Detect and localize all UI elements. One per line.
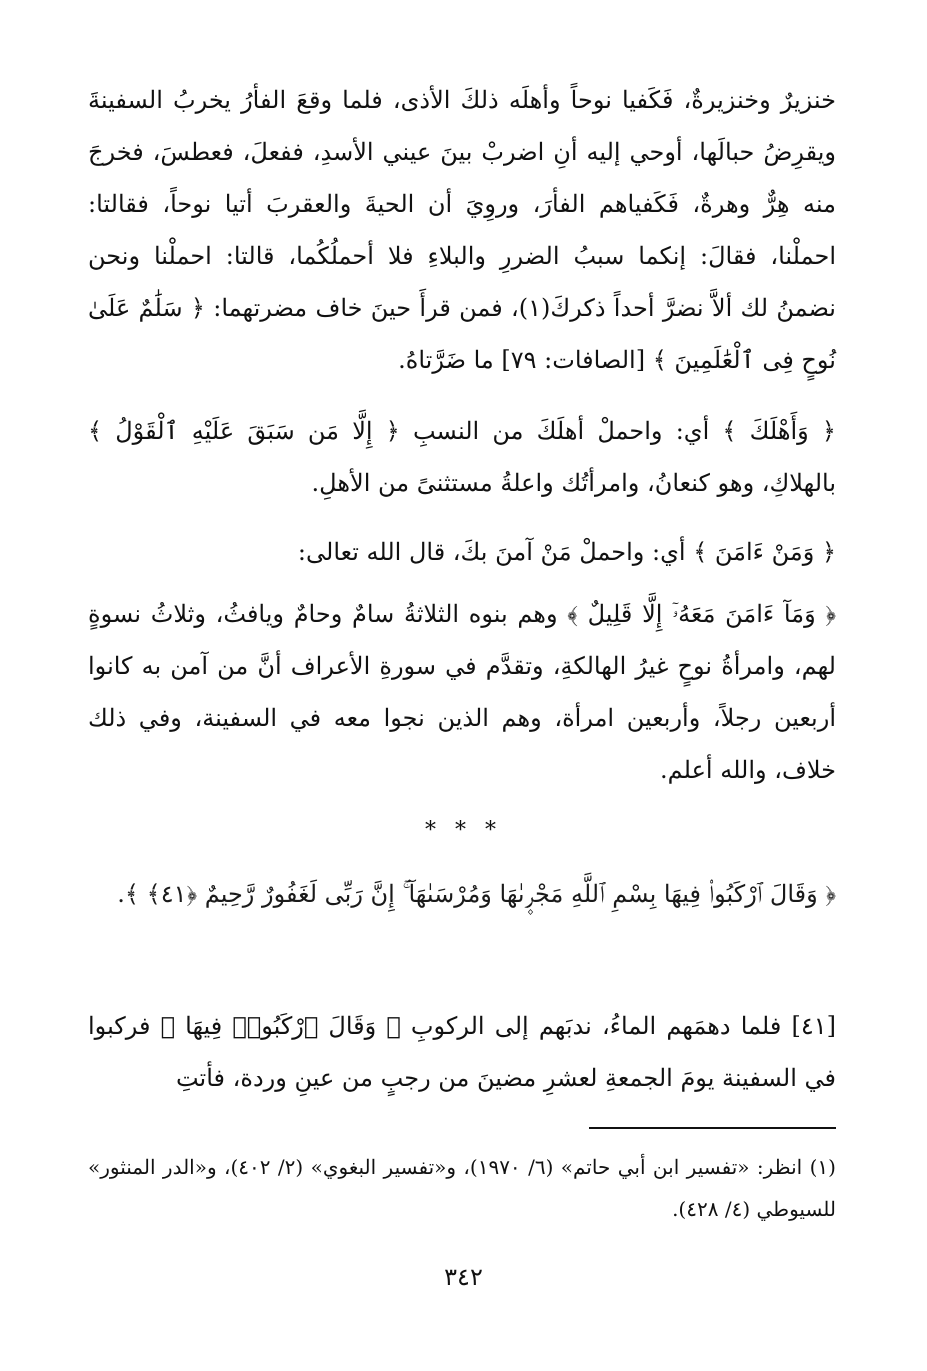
page-number: ٣٤٢ bbox=[444, 1263, 483, 1291]
footnote: (١) انظر: «تفسير ابن أبي حاتم» (٦/ ١٩٧٠)، و«تفسير البغوي» (٢/ ٤٠٢)، و«الدر المنثور» للسيوطي (٤/ ٤٢٨). bbox=[88, 1155, 836, 1221]
body-paragraph-3: ﴿ وَمَنْ ءَامَنَ ﴾ أي: واحملْ مَنْ آمنَ بكَ، قال الله تعالى: bbox=[297, 538, 836, 566]
verse-commentary: [٤١] فلما دهمَهم الماءُ، ندبَهم إلى الركوبِ ﴿ وَقَالَ ٱرْكَبُوا۟ فِيهَا ﴾ فركبوا في السفينة يومَ الجمعةِ لعشرِ مضينَ من رجبٍ من عينِ وردة، فأتتِ bbox=[88, 1012, 836, 1092]
quran-verse: ﴿ وَقَالَ ٱرْكَبُوا۟ فِيهَا بِسْمِ ٱللَّهِ مَجْر۪ىٰهَا وَمُرْسَىٰهَآ ۚ إِنَّ رَبِّى لَغَفُورٌ رَّحِيمٌ ﴿٤١﴾ ﴾. bbox=[117, 880, 836, 908]
body-paragraph-4: ﴿ وَمَآ ءَامَنَ مَعَهُۥٓ إِلَّا قَلِيلٌ ﴾ وهم بنوه الثلاثةُ سامٌ وحامٌ ويافثُ، وثلاثُ نسوةٍ لهم، وامرأةُ نوحٍ غيرُ الهالكةِ، وتقدَّم في سورةِ الأعراف أنَّ من آمن به كانوا أربعين رجلاً، وأربعين امرأة، وهم الذين نجوا معه في السفينة، وفي ذلك خلاف، والله أعلم. bbox=[88, 600, 836, 784]
body-paragraph-2: ﴿ وَأَهْلَكَ ﴾ أي: واحملْ أهلَكَ من النسبِ ﴿ إِلَّا مَن سَبَقَ عَلَيْهِ ٱلْقَوْلُ ﴾ بالهلاكِ، وهو كنعانُ، وامرأتُك واعلةُ مستثنىً من الأهلِ. bbox=[88, 417, 836, 497]
section-separator: * * * bbox=[425, 818, 502, 843]
footnote-divider bbox=[589, 1127, 836, 1129]
body-paragraph-1: خنزيرٌ وخنزيرةٌ، فَكَفيا نوحاً وأهلَه ذلكَ الأذى، فلما وقعَ الفأرُ يخربُ السفينةَ ويقرِضُ حبالَها، أوحي إليه أنِ اضربْ بينَ عيني الأسدِ، ففعلَ، فعطسَ، فخرجَ منه هِرٌّ وهرةٌ، فَكَفياهم الفأرَ، وروِيَ أن الحيةَ والعقربَ أتيا نوحاً، فقالتا: احملْنا، فقالَ: إنكما سببُ الضررِ والبلاءِ فلا أحملُكُما، قالتا: احملْنا ونحن نضمنُ لك ألاَّ نضرَّ أحداً ذكركَ(١)، فمن قرأَ حينَ خاف مضرتهما: ﴿ سَلَٰمٌ عَلَىٰ نُوحٍ فِى ٱلْعَٰلَمِينَ ﴾ [الصافات: ٧٩] ما ضَرَّتاهُ. bbox=[88, 86, 836, 374]
